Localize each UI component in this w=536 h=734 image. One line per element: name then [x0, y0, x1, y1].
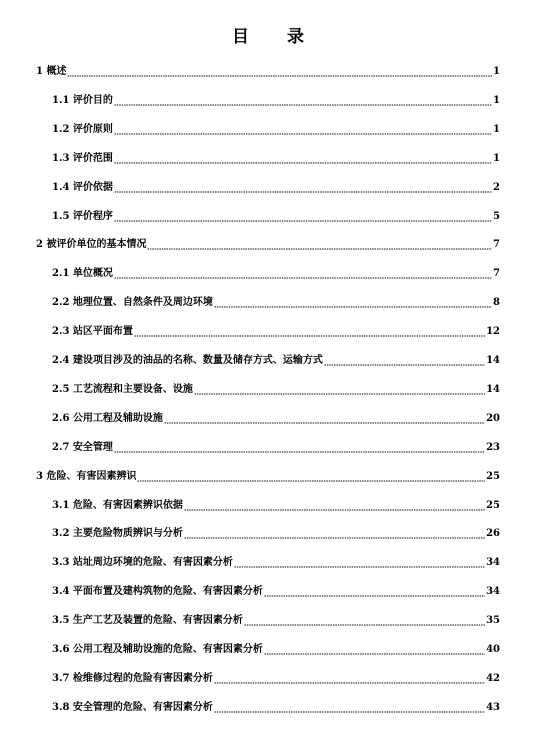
dot-leader: [234, 557, 485, 569]
toc-entry-label: 1.3 评价范围: [52, 152, 113, 164]
dot-leader: [264, 586, 485, 598]
toc-page-number: 34: [486, 586, 500, 598]
dot-leader: [324, 355, 485, 367]
toc-chapter-entry[interactable]: [36, 66, 500, 78]
dot-leader: [67, 66, 492, 78]
toc-entry-label: 2.3 站区平面布置: [52, 326, 133, 338]
toc-section-entry[interactable]: [52, 384, 500, 396]
toc-section-entry[interactable]: [52, 268, 500, 280]
toc-section-entry[interactable]: [52, 673, 500, 685]
toc-page-number: 1: [493, 94, 500, 106]
toc-section-entry[interactable]: [52, 355, 500, 367]
dot-leader: [184, 500, 485, 512]
toc-page-number: 34: [486, 557, 500, 569]
toc-page-number: 14: [486, 355, 500, 366]
toc-section-entry[interactable]: [52, 153, 500, 165]
toc-section-entry[interactable]: [52, 211, 500, 223]
toc-entry-label: 2 被评价单位的基本情况: [36, 239, 147, 251]
dot-leader: [114, 268, 492, 280]
toc-section-entry[interactable]: [52, 528, 500, 540]
toc-section-entry[interactable]: [52, 442, 500, 454]
toc-page-number: 7: [493, 239, 500, 251]
toc-section-entry[interactable]: [52, 500, 500, 512]
toc-section-entry[interactable]: [52, 297, 500, 309]
toc-page-number: 8: [493, 297, 500, 309]
toc-entry-label: 3.4 平面布置及建构筑物的危险、有害因素分析: [52, 586, 263, 598]
toc-entry-label: 3.5 生产工艺及装置的危险、有害因素分析: [52, 615, 243, 627]
toc-page-number: 7: [493, 268, 500, 280]
dot-leader: [264, 644, 485, 656]
dot-leader: [114, 153, 492, 165]
toc-entry-label: 3.8 安全管理的危险、有害因素分析: [52, 701, 213, 713]
toc-page-number: 40: [486, 644, 500, 655]
toc-entry-label: 3.3 站址周边环境的危险、有害因素分析: [52, 557, 233, 569]
dot-leader: [184, 528, 485, 540]
toc-page-number: 12: [486, 326, 500, 338]
toc-entry-label: 3 危险、有害因素辨识: [36, 470, 137, 482]
toc-section-entry[interactable]: [52, 124, 500, 136]
toc-chapter-entry[interactable]: [36, 471, 500, 483]
toc-page-number: 1: [493, 66, 500, 77]
toc-entry-label: 3.1 危险、有害因素辨识依据: [52, 499, 183, 511]
toc-page-number: 25: [486, 499, 500, 511]
toc-page-number: 14: [486, 383, 500, 395]
toc-entry-label: 3.7 检维修过程的危险有害因素分析: [52, 672, 213, 684]
dot-leader: [214, 702, 485, 714]
dot-leader: [214, 297, 492, 309]
toc-title: 目 录: [232, 27, 320, 47]
dot-leader: [114, 182, 492, 194]
dot-leader: [114, 442, 485, 454]
toc-entry-label: 1.2 评价原则: [52, 123, 113, 135]
dot-leader: [214, 673, 485, 685]
toc-section-entry[interactable]: [52, 413, 500, 425]
dot-leader: [114, 124, 492, 136]
toc-page-number: 26: [486, 528, 500, 540]
toc-entry-label: 1.5 评价程序: [52, 210, 113, 222]
dot-leader: [134, 326, 485, 338]
dot-leader: [137, 471, 485, 483]
toc-page-number: 42: [486, 672, 500, 684]
dot-leader: [194, 384, 485, 396]
toc-entry-label: 2.6 公用工程及辅助设施: [52, 412, 163, 424]
toc-page-number: 2: [493, 181, 500, 193]
toc-entry-label: 2.1 单位概况: [52, 268, 113, 280]
dot-leader: [244, 615, 485, 627]
toc-page-number: 5: [493, 210, 500, 222]
toc-page-number: 1: [493, 123, 500, 135]
toc-entry-label: 3.6 公用工程及辅助设施的危险、有害因素分析: [52, 644, 263, 655]
toc-chapter-entry[interactable]: [36, 239, 500, 251]
toc-entry-label: 3.2 主要危险物质辨识与分析: [52, 528, 183, 540]
toc-entry-label: 2.5 工艺流程和主要设备、设施: [52, 383, 193, 395]
toc-page-number: 43: [486, 701, 500, 713]
toc-section-entry[interactable]: [52, 182, 500, 194]
toc-entry-label: 2.7 安全管理: [52, 441, 113, 453]
toc-section-entry[interactable]: [52, 95, 500, 107]
toc-section-entry[interactable]: [52, 615, 500, 627]
toc-entry-label: 1.4 评价依据: [52, 181, 113, 193]
toc-entry-label: 1 概述: [36, 66, 67, 77]
dot-leader: [147, 239, 492, 251]
toc-entry-label: 2.2 地理位置、自然条件及周边环境: [52, 297, 213, 309]
dot-leader: [114, 95, 492, 107]
toc-section-entry[interactable]: [52, 586, 500, 598]
toc-entry-label: 2.4 建设项目涉及的油品的名称、数量及储存方式、运输方式: [52, 355, 323, 366]
toc-page-number: 20: [486, 412, 500, 424]
toc-entry-label: 1.1 评价目的: [52, 94, 113, 106]
dot-leader: [114, 211, 492, 223]
toc-section-entry[interactable]: [52, 644, 500, 656]
toc-page-number: 35: [486, 615, 500, 627]
toc-page-number: 23: [486, 441, 500, 453]
toc-section-entry[interactable]: [52, 557, 500, 569]
toc-page-number: 25: [486, 470, 500, 482]
dot-leader: [164, 413, 485, 425]
toc-section-entry[interactable]: [52, 702, 500, 714]
toc-section-entry[interactable]: [52, 326, 500, 338]
toc-page-number: 1: [493, 152, 500, 164]
